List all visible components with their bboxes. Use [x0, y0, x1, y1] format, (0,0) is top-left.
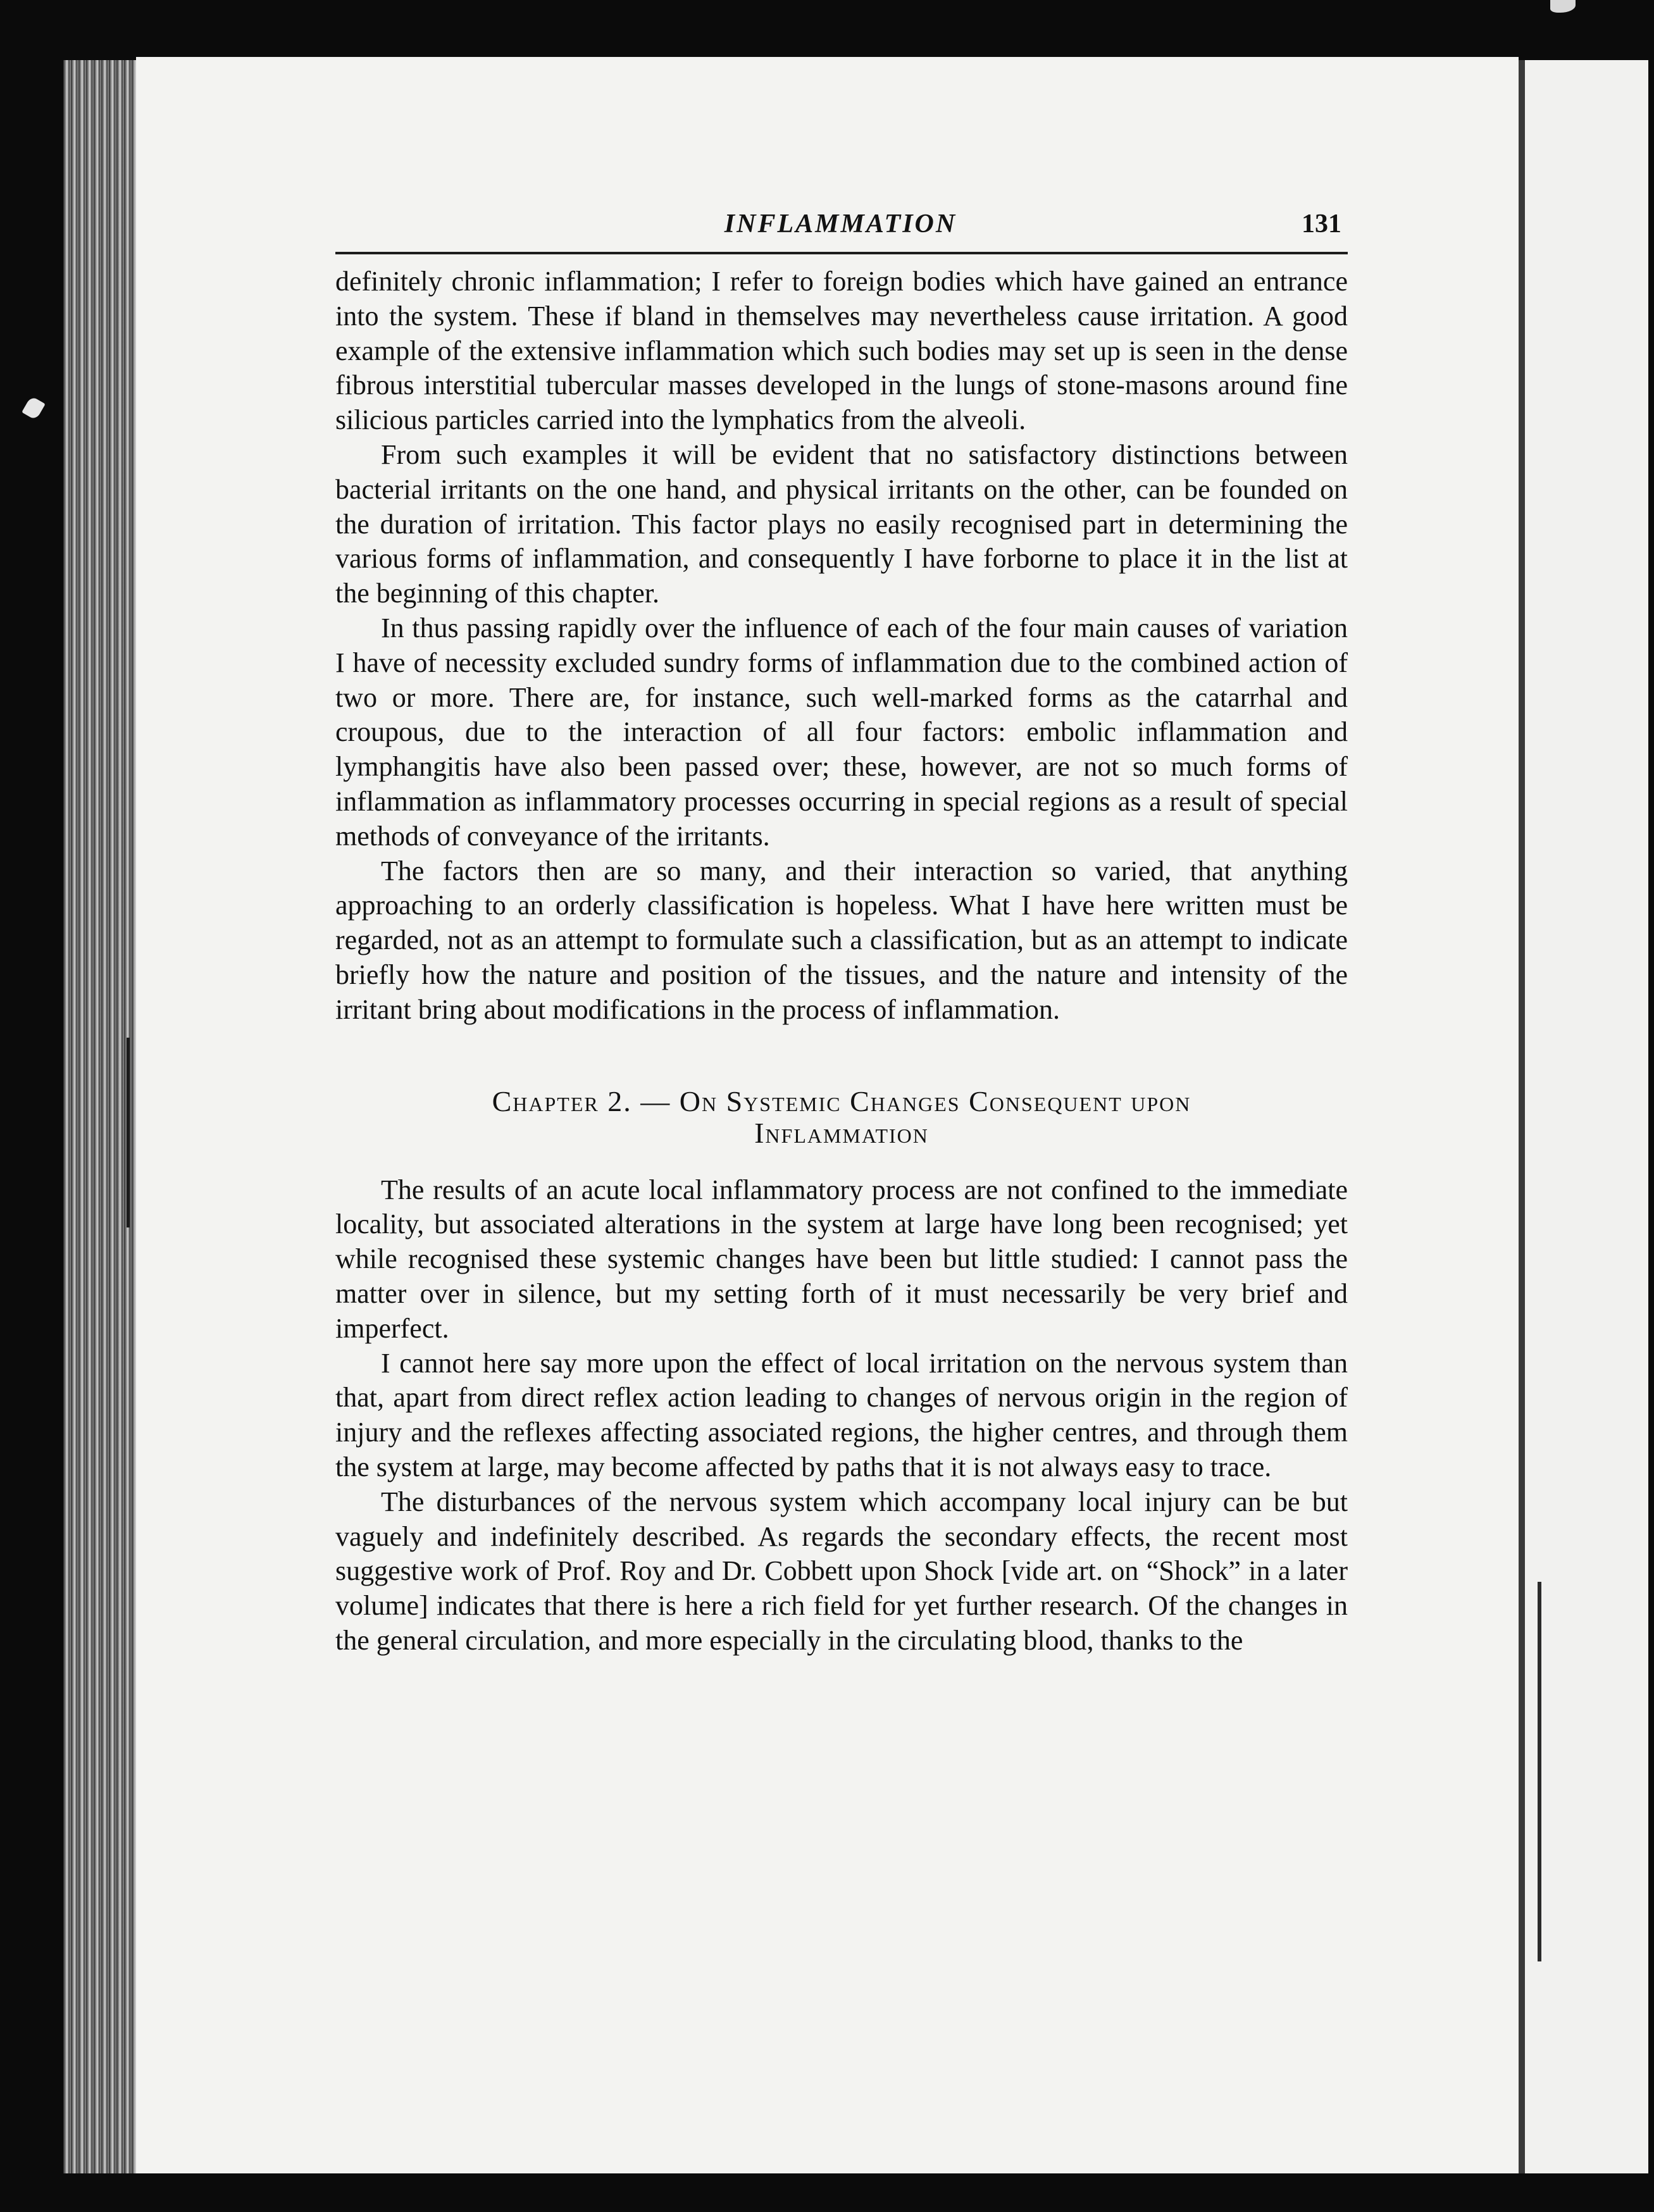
running-title: INFLAMMATION: [724, 209, 957, 239]
paragraph: The disturbances of the nervous system which accompany local injury can be but vaguely and indefinitely described. As regards the secondary effects, the recent most suggestive work of Prof. Roy and Dr. Cobbett upon Shock [vide art. on “Shock” in a later volume] indicates that there is here a rich field for yet further research. Of the changes in the general circulation, and more especially in the circulating blood, thanks to the: [335, 1486, 1348, 1656]
chapter-heading-line2: Inflammation: [754, 1116, 929, 1149]
paragraph: In thus passing rapidly over the influence of each of the four main causes of variation I have of necessity excluded sundry forms of inflammation due to the combined action of two or more. There are, for instance, such well-marked forms as the catarrhal and croupous, due to the interaction of all four factors: embolic inflammation and lymphangitis have also been passed over; these, however, are not so much forms of inflammation as inflammatory processes occurring in special regions as a result of special methods of conveyance of the irritants.: [335, 612, 1348, 852]
running-header: [335, 209, 1348, 254]
page-number: 131: [1302, 209, 1341, 239]
paragraph: The factors then are so many, and their interaction so varied, that anything approaching to an orderly classification is hopeless. What I have here written must be regarded, not as an attempt to formulate such a classification, but as an attempt to indicate briefly how the nature and position of the tissues, and the nature and intensity of the irritant bring about modifications in the process of inflammation.: [335, 855, 1348, 1025]
book-page-edges: [63, 60, 146, 2173]
facing-page-mark: [1538, 1582, 1541, 1961]
paragraph-continued: definitely chronic inflammation; I refer to foreign bodies which have gained an entrance into the system. These if bland in themselves may nevertheless cause irritation. A good example of the extensive inflammation which such bodies may set up is seen in the dense fibrous interstitial tubercular masses developed in the lungs of stone-masons around fine silicious particles carried into the lymphatics from the alveoli.: [335, 266, 1348, 436]
gutter-shadow-line: [127, 1038, 130, 1227]
page-content: [335, 209, 1348, 1658]
paragraph: From such examples it will be evident that no satisfactory distinctions between bacterial irritants on the one hand, and physical irritants on the other, can be founded on the duration of irritation. This factor plays no easily recognised part in determining the various forms of inflammation, and consequently I have forborne to place it in the list at the beginning of this chapter.: [335, 438, 1348, 609]
scan-speck: [22, 396, 46, 421]
scan-corner-mark: [1550, 0, 1576, 13]
paragraph: The results of an acute local inflammatory process are not confined to the immediate locality, but associated alterations in the system at large have long been recognised; yet while recognised these systemic changes have been but little studied: I cannot pass the matter over in silence, but my setting forth of it must necessarily be very brief and imperfect.: [335, 1174, 1348, 1344]
chapter-heading-line1: Chapter 2. — On Systemic Changes Consequent upon: [492, 1084, 1191, 1117]
chapter-heading: [335, 1086, 1348, 1149]
paragraph: I cannot here say more upon the effect of local irritation on the nervous system than that, apart from direct reflex action leading to changes of nervous origin in the region of injury and the reflexes affecting associated regions, the higher centres, and through them the system at large, may become affected by paths that it is not always easy to trace.: [335, 1347, 1348, 1482]
